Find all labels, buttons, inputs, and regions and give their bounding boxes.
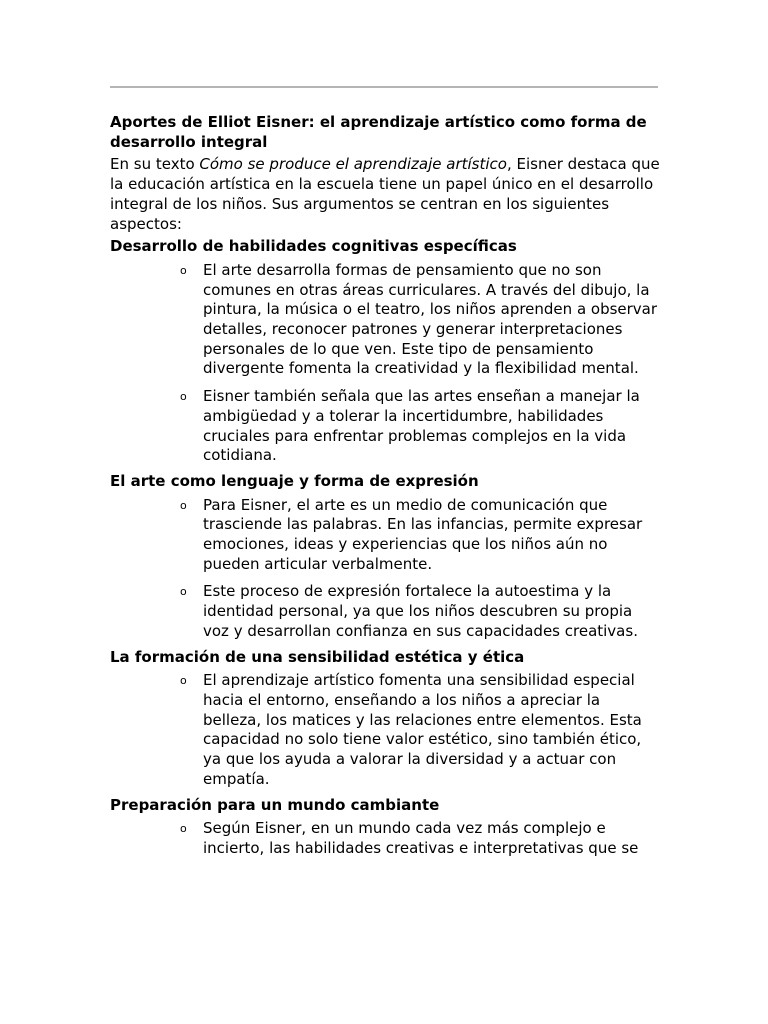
list-item xyxy=(180,495,660,575)
circle-bullet-icon: o xyxy=(180,263,187,277)
list-item-text: Según Eisner, en un mundo cada vez más complejo e incierto, las habilidades creativas e interpretativas que se xyxy=(203,819,639,857)
circle-bullet-icon: o xyxy=(180,498,187,512)
bullet-list xyxy=(110,819,660,858)
list-item xyxy=(180,387,660,466)
circle-bullet-icon: o xyxy=(180,585,187,599)
document-title: Aportes de Elliot Eisner: el aprendizaje artístico como forma de desarrollo integral xyxy=(110,113,647,151)
book-title-italic: Cómo se produce el aprendizaje artístico xyxy=(199,155,507,174)
top-horizontal-rule xyxy=(110,86,658,88)
list-item-text: Para Eisner, el arte es un medio de comunicación que trasciende las palabras. En las infancias, permite expresar emociones, ideas y experiencias que los niños aún no pueden articular verbalmente. xyxy=(203,495,643,573)
circle-bullet-icon: o xyxy=(180,822,187,836)
circle-bullet-icon: o xyxy=(180,674,187,688)
list-item-text: Eisner también señala que las artes enseñan a manejar la ambigüedad y a tolerar la incertidumbre, habilidades cruciales para enfrentar problemas complejos en la vida cotidiana. xyxy=(203,387,640,465)
circle-bullet-icon: o xyxy=(180,390,187,404)
section-heading-changing-world: Preparación para un mundo cambiante xyxy=(110,795,440,814)
bullet-list xyxy=(110,261,660,466)
section-heading-cognitive-skills: Desarrollo de habilidades cognitivas específicas xyxy=(110,237,517,256)
list-item-text: Este proceso de expresión fortalece la autoestima y la identidad personal, ya que los niños descubren su propia voz y desarrollan confianza en sus capacidades creativas. xyxy=(203,582,638,640)
intro-paragraph xyxy=(110,155,660,234)
bullet-list xyxy=(110,671,660,789)
section-heading-aesthetic-ethical: La formación de una sensibilidad estética y ética xyxy=(110,647,525,666)
intro-text-end: , Eisner destaca que la educación artística en la escuela tiene un papel único en el desarrollo integral de los niños. Sus argumentos se centran en los siguientes aspectos: xyxy=(110,155,660,233)
list-item-text: El arte desarrolla formas de pensamiento que no son comunes en otras áreas curriculares. A través del dibujo, la pintura, la música o el teatro, los niños aprenden a observar detalles, reconocer patrones y generar interpretaciones personales de lo que ven. Este tipo de pensamiento divergente fomenta la creatividad y la flexibilidad mental. xyxy=(203,260,658,378)
document-body xyxy=(110,113,660,865)
bullet-list xyxy=(110,496,660,642)
intro-text-start: En su texto xyxy=(110,155,200,174)
list-item xyxy=(180,582,660,641)
list-item xyxy=(180,819,660,858)
list-item xyxy=(180,260,660,379)
list-item-text: El aprendizaje artístico fomenta una sensibilidad especial hacia el entorno, enseñando a los niños a apreciar la belleza, los matices y las relaciones entre elementos. Esta capacidad no solo tiene valor estético, sino también ético, ya que los ayuda a valorar la diversidad y a actuar con empatía. xyxy=(203,671,642,788)
list-item xyxy=(180,671,660,789)
section-heading-art-as-language: El arte como lenguaje y forma de expresión xyxy=(110,471,479,490)
